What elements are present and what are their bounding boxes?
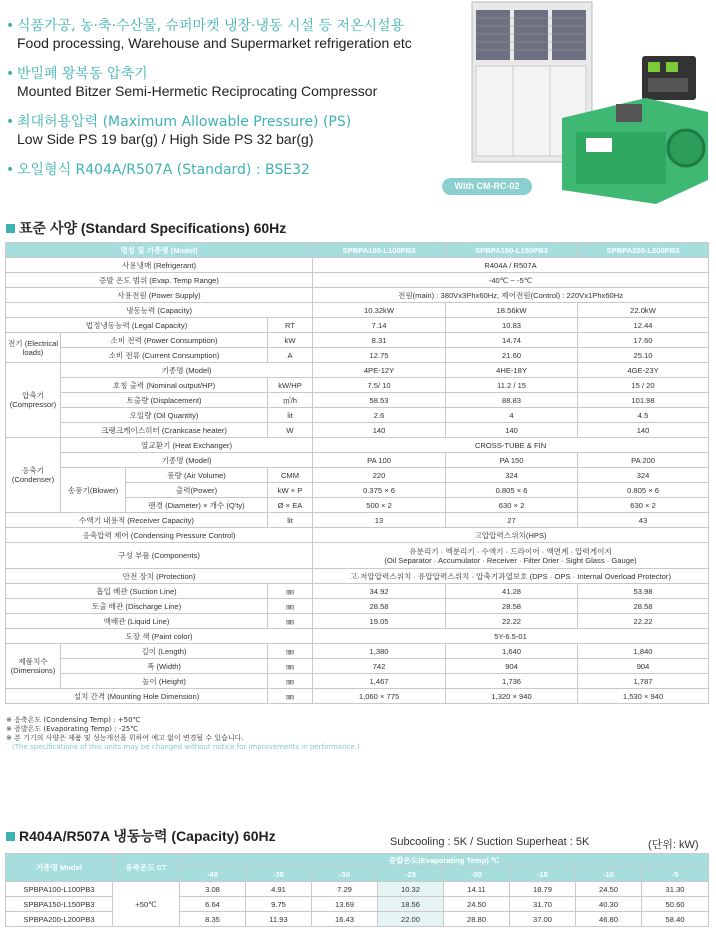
- header-model: 기종명 Model: [6, 854, 113, 882]
- table-row: 송풍기(Blower) 풍량 (Air Volume) CMM 220 324 324: [6, 468, 709, 483]
- table-row: 설치 간격 (Mounting Hole Dimension) ㎜ 1,060 × 775 1,320 × 940 1,530 × 940: [6, 689, 709, 704]
- table-row: SPBPA200-L200PB3 8.35 11.93 16.43 22.00 28.80 37.00 46.80 58.40: [6, 912, 709, 927]
- table-row: 액배관 (Liquid Line) ㎜ 19.05 22.22 22.22: [6, 614, 709, 629]
- table-row: 팬경 (Diameter) × 개수 (Q'ty) Ø × EA 500 × 2 630 × 2 630 × 2: [6, 498, 709, 513]
- table-row: 크랭크케이스히터 (Crankcase heater) W 140 140 140: [6, 423, 709, 438]
- table-row: 호칭 출력 (Nominal output/HP) kW/HP 7.5/ 10 11.2 / 15 15 / 20: [6, 378, 709, 393]
- table-row: 사용전원 (Power Supply) 전원(main) : 380Vx3Phx60Hz, 제어전원(Control) : 220Vx1Phx60Hz: [6, 288, 709, 303]
- feature-item: • 식품가공, 농·축·수산물, 슈퍼마켓 냉장·냉동 시설 등 저온시설용 Food processing, Warehouse and Supermarket refrigeration etc: [6, 18, 412, 51]
- table-row: 토출 배관 (Discharge Line) ㎜ 28.58 28.58 28.58: [6, 599, 709, 614]
- capacity-table: [5, 853, 709, 927]
- table-row: 토출량 (Displacement) ㎥/h 58.53 88.83 101.98: [6, 393, 709, 408]
- header-temp: -25: [378, 868, 444, 882]
- table-row: 전기 (Electrical loads) 소비 전력 (Power Consumption) kW 8.31 14.74 17.60: [6, 333, 709, 348]
- table-row: 소비 전류 (Current Consumption) A 12.75 21.60 25.10: [6, 348, 709, 363]
- group-label: 송풍기(Blower): [61, 468, 126, 513]
- table-row: 응축기 (Condenser) 열교환기 (Heat Exchanger) CROSS-TUBE & FIN: [6, 438, 709, 453]
- header-temp: -15: [510, 868, 576, 882]
- table-row: 도장 색 (Paint color) 5Y-6.5-01: [6, 629, 709, 644]
- header-temp: -40: [180, 868, 246, 882]
- header-temp: -10: [576, 868, 642, 882]
- spec-notes: ※ 응축온도 (Condensing Temp) : +50℃ ※ 증발온도 (Evaporating Temp) : -25℃ ※ 본 기기의 사양은 제품 및 성능개선을 위하여 예고 없이 변경될 수 있습니다. (The specifications of this units may be changed without notice for improvements in performance.): [6, 716, 360, 751]
- components-cell: 유분리기 · 액분리기 · 수액기 · 드라이어 · 액면계 · 압력게이지 (Oil Separator · Accumulator · Receiver · Filter Drier · Sight Glass · Gauge): [313, 543, 709, 569]
- capacity-section-title: R404A/R507A 냉동능력 (Capacity) 60Hz: [6, 826, 276, 846]
- table-row: 기종명 (Model) PA 100 PA 150 PA 200: [6, 453, 709, 468]
- bullet-icon: •: [6, 162, 15, 178]
- header-temp: -30: [312, 868, 378, 882]
- table-row: SPBPA150-L150PB3 6.64 9.75 13.69 18.56 24.50 31.70 40.30 50.60: [6, 897, 709, 912]
- feature-item: • 오일형식 R404A/R507A (Standard) : BSE32: [6, 162, 310, 178]
- table-row: 사용냉매 (Refrigerant) R404A / R507A: [6, 258, 709, 273]
- table-row: 냉동능력 (Capacity) 10.32kW 18.56kW 22.0kW: [6, 303, 709, 318]
- header-model: 명칭 및 기종명 (Model): [6, 243, 313, 258]
- table-row: 안전 장치 (Protection) 고·저압압력스위치 · 유압압력스위치 · 압축기과열보호 (DPS · OPS · Internal Overload Protector): [6, 569, 709, 584]
- table-row: 수액기 내용적 (Receiver Capacity) lit 13 27 43: [6, 513, 709, 528]
- table-row: SPBPA100-L100PB3 +50℃ 3.08 4.91 7.29 10.32 14.11 18.79 24.50 31.30: [6, 882, 709, 897]
- table-row: 법정냉동능력 (Legal Capacity) RT 7.14 10.83 12.44: [6, 318, 709, 333]
- table-row: 증발 온도 범위 (Evap. Temp Range) -40℃ ~ -5℃: [6, 273, 709, 288]
- header-model-1: SPBPA100-L100PB3: [313, 243, 446, 258]
- table-row: 압축기 (Compressor) 기종명 (Model) 4PE-12Y 4HE-18Y 4GE-23Y: [6, 363, 709, 378]
- header-model-3: SPBPA200-L200PB3: [578, 243, 709, 258]
- header-temp: -5: [642, 868, 709, 882]
- capacity-unit: (단위: kW): [648, 839, 699, 851]
- header-temp: -35: [246, 868, 312, 882]
- bullet-icon: •: [6, 114, 15, 130]
- ct-cell: +50℃: [113, 882, 180, 927]
- table-row: 응축압력 제어 (Condensing Pressure Control) 고압압력스위치(HPS): [6, 528, 709, 543]
- capacity-conditions: Subcooling : 5K / Suction Superheat : 5K: [390, 836, 590, 848]
- group-label: 응축기 (Condenser): [6, 438, 61, 513]
- group-label: 압축기 (Compressor): [6, 363, 61, 438]
- bullet-icon: •: [6, 18, 15, 34]
- compressor-illustration: [562, 98, 708, 204]
- table-row: 흡입 배관 (Suction Line) ㎜ 34.92 41.28 53.98: [6, 584, 709, 599]
- square-bullet-icon: [6, 224, 15, 233]
- table-row: 구성 부품 (Components) 유분리기 · 액분리기 · 수액기 · 드라이어 · 액면계 · 압력게이지 (Oil Separator · Accumulator · Receiver · Filter Drier · Sight Glass · Gauge): [6, 543, 709, 569]
- feature-item: • 최대허용압력 (Maximum Allowable Pressure) (PS) Low Side PS 19 bar(g) / High Side PS 32 bar(g): [6, 114, 352, 147]
- table-row: 제품치수 (Dimensions) 길이 (Length) ㎜ 1,380 1,640 1,840: [6, 644, 709, 659]
- table-row: 높이 (Height) ㎜ 1,467 1,736 1,787: [6, 674, 709, 689]
- spec-section-title: 표준 사양 (Standard Specifications) 60Hz: [6, 218, 286, 238]
- spec-table: [5, 242, 709, 704]
- feature-item: • 반밀폐 왕복동 압축기 Mounted Bitzer Semi-Hermetic Reciprocating Compressor: [6, 66, 378, 99]
- group-label: 전기 (Electrical loads): [6, 333, 61, 363]
- table-row: 오일량 (Oil Quantity) lit 2.6 4 4.5: [6, 408, 709, 423]
- header-temp: -20: [444, 868, 510, 882]
- header-evap: 증발온도(Evaporating Temp) ℃: [180, 854, 709, 868]
- bullet-icon: •: [6, 66, 15, 82]
- header-model-2: SPBPA150-L150PB3: [446, 243, 578, 258]
- image-caption: With CM-RC-02: [442, 178, 532, 195]
- table-row: 출력(Power) kW × P 0.375 × 6 0.805 × 6 0.805 × 6: [6, 483, 709, 498]
- table-row: 폭 (Width) ㎜ 742 904 904: [6, 659, 709, 674]
- square-bullet-icon: [6, 832, 15, 841]
- header-ct: 응축온도 CT: [113, 854, 180, 882]
- group-label: 제품치수 (Dimensions): [6, 644, 61, 689]
